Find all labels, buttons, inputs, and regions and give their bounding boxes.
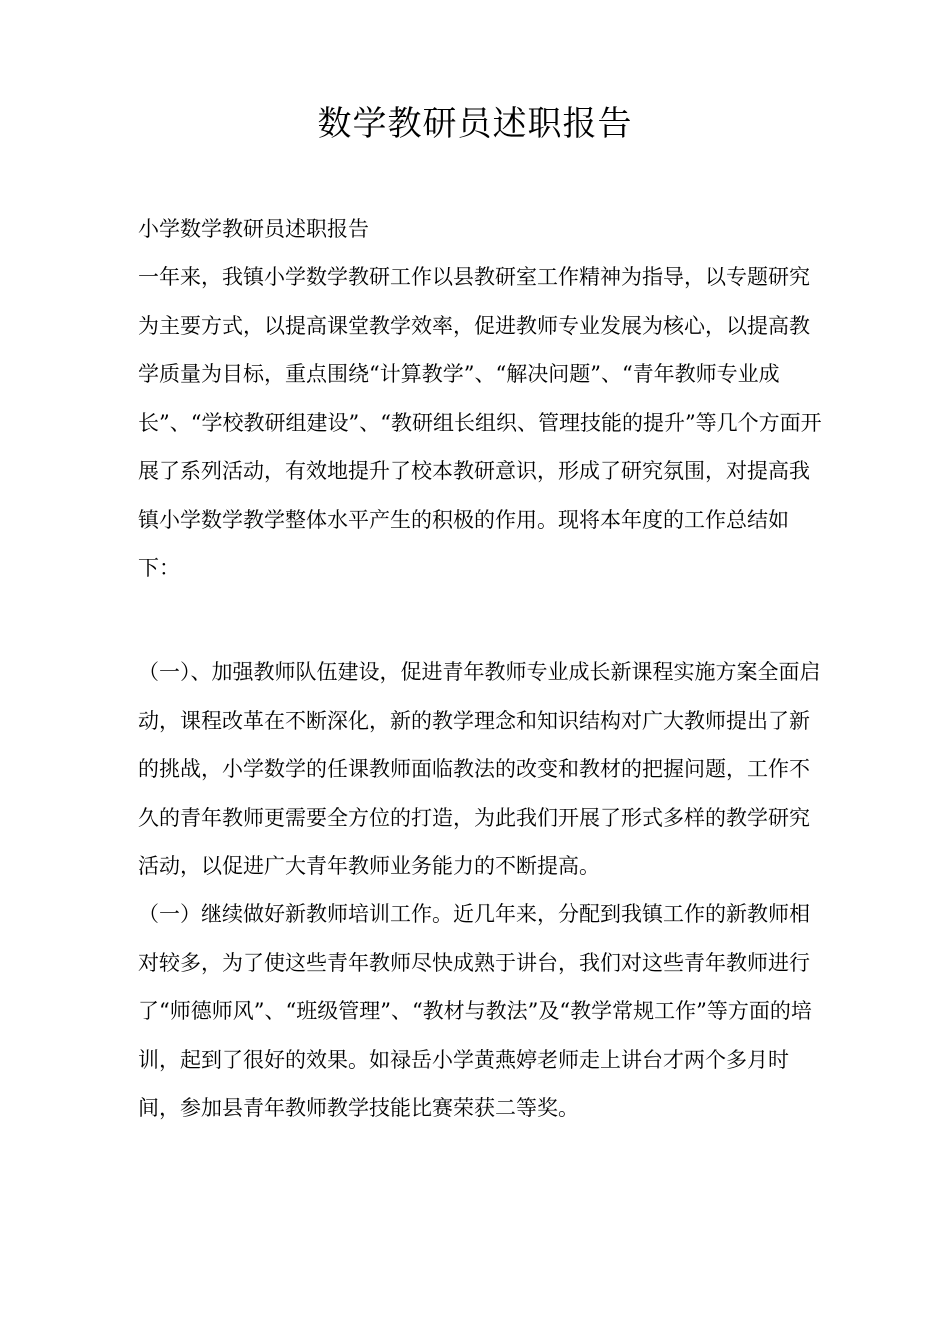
- document-subtitle: 小学数学教研员述职报告: [138, 217, 369, 241]
- paragraph-new-teacher-training: （一）继续做好新教师培训工作。近几年来，分配到我镇工作的新教师相对较多，为了使这些青年教师尽快成熟于讲台，我们对这些青年教师进行了“师德师风”、“班级管理”、“教材与教法”及“教学常规工作”等方面的培训，起到了很好的效果。如禄岳小学黄燕婷老师走上讲台才两个多月时间，参加县青年教师教学技能比赛荣获二等奖。: [138, 902, 812, 1120]
- paragraph-intro: 一年来，我镇小学数学教研工作以县教研室工作精神为指导，以专题研究为主要方式，以提高课堂教学效率，促进教师专业发展为核心，以提高教学质量为目标，重点围绕“计算教学”、“解决问题”、“青年教师专业成长”、“学校教研组建设”、“教研组长组织、管理技能的提升”等几个方面开展了系列活动，有效地提升了校本教研意识，形成了研究氛围，对提高我镇小学数学教学整体水平产生的积极的作用。现将本年度的工作总结如下：: [138, 265, 822, 580]
- document-title: 数学教研员述职报告: [317, 104, 633, 144]
- paragraph-section-one: （一）、加强教师队伍建设，促进青年教师专业成长新课程实施方案全面启动，课程改革在不断深化，新的教学理念和知识结构对广大教师提出了新的挑战，小学数学的任课教师面临教法的改变和教材的把握问题，工作不久的青年教师更需要全方位的打造，为此我们开展了形式多样的教学研究活动，以促进广大青年教师业务能力的不断提高。: [138, 660, 821, 878]
